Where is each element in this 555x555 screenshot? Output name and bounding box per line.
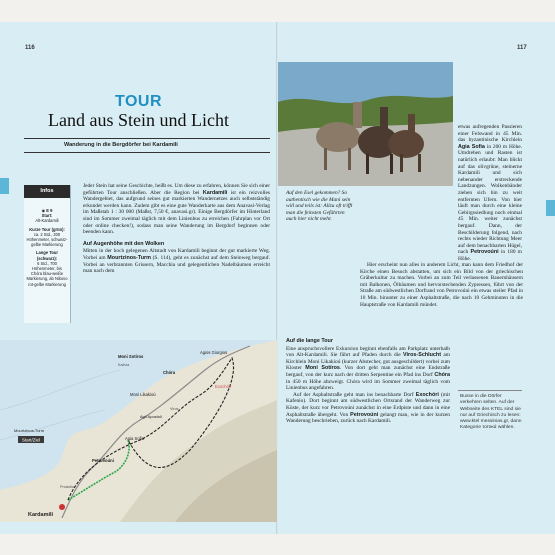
route-map — [0, 340, 277, 522]
map-label-exochori: Exochóri — [215, 384, 232, 389]
donkey-leg — [400, 154, 403, 172]
map-label-kardamili: Kardamili — [28, 512, 54, 518]
body-column-right-narrow — [458, 124, 522, 262]
paragraph-clouds — [83, 248, 270, 274]
donkey-leg — [324, 148, 327, 170]
map-label-moni-likakiou: Moni Likakioú — [130, 392, 156, 397]
body-column-left — [83, 183, 270, 275]
donkey-leg — [390, 154, 393, 174]
donkey-3 — [388, 130, 424, 158]
page-subtitle: Wanderung in die Bergdörfer bei Kardamili — [64, 142, 178, 148]
subtitle-rule-bottom — [24, 152, 270, 153]
place-chora: Chóra — [434, 371, 450, 378]
info-long-label: Lange Tour (schwarz): — [36, 250, 58, 261]
page-number-left: 116 — [25, 45, 35, 51]
info-box — [24, 185, 71, 323]
map-label-agioi-apostoloi: Agii Apostoli — [140, 414, 162, 419]
info-long-value: 6 Std., 700 Höhenmeter, bis Chóra blau-weiße Markierung, ab Nikovo rot-gelbe Markierung — [26, 260, 68, 287]
tour-kicker: TOUR — [114, 93, 163, 110]
place-kardamili: Kardamili — [202, 189, 228, 196]
text-run: etwas aufregenden Passieren einer Felswand in 45 Min. das byzantinische Kirchlein — [458, 124, 522, 144]
donkey-1-neck — [353, 102, 362, 128]
thumb-tab-right — [546, 200, 555, 216]
paragraph-exochori — [286, 392, 450, 425]
photo-caption: Auf den Esel gekommen? So authentisch wie die Mani sein will und teils ist: Allzu oft trifft man die feinsten Gefährten auch hier nicht mehr. — [286, 190, 353, 222]
map-label-moni-sotiros: Moni Sotíros — [118, 354, 144, 359]
subtitle-rule-top — [24, 138, 270, 139]
place-mourtzinos: Mourtzinos-Turm — [107, 254, 151, 261]
map-label-petrovouni: Petrovoúni — [92, 458, 114, 463]
page-title: Land aus Stein und Licht — [48, 110, 229, 130]
donkeys-photo — [278, 62, 453, 186]
info-box-header: Infos — [24, 185, 70, 198]
paragraph-intro — [83, 183, 270, 236]
page-number-right: 117 — [517, 45, 527, 51]
donkey-leg — [348, 148, 351, 170]
text-run: Jeder Stein hat seine Geschichte, heißt es. Um diese zu erfahren, können Sie sich einer geführten Tour anschließen. Aber die Region bei — [83, 183, 270, 196]
text-run: am Kirchlein Moni Likakioú (kurzer Abstecher, gut ausgeschildert) vorbei zum Kloster — [286, 352, 450, 372]
map-pin-icon: ◉ — [41, 208, 46, 213]
map-label-proastio: Proástio — [60, 485, 74, 489]
text-run: Auf der Asphaltstraße geht man ins benachbarte Dorf — [293, 391, 416, 398]
tip-rule — [458, 390, 522, 391]
place-moni-sotiros: Moni Sotíros — [305, 365, 340, 372]
paragraph-long-tour — [286, 346, 450, 392]
place-viros: Viros-Schlucht — [403, 352, 441, 359]
place-petrovouni: Petrovoúni — [470, 249, 499, 256]
text-run: Mitten in der hoch gelegenen Altstadt von Kardamili beginnt der gut markierte Weg. Vorbei am — [83, 248, 270, 261]
text-run: . Von dort geht man zunächst eine Endstraße bergauf, von der kurz nach der dritten Serpentine ein Pfad ins Dorf — [286, 365, 450, 378]
text-run: (S. 114), geht es zunächst auf dem Steinweg bergauf. Vorbei an verbrannten Grissern, Macchia und gelegentlichen Nadelbäumen erreicht man nach dem — [83, 254, 270, 275]
body-column-right-middle — [360, 262, 523, 308]
donkey-2-neck — [380, 107, 388, 135]
place-exochori: Exochóri — [415, 391, 439, 398]
paragraph-petrovouni: Hier erscheint nun alles in anderem Licht, man kann dem Friedhof der Kirche einen Besuch abstatten, um sich ein Bild von der griechischen Gräberkultur zu machen. Vorbei an zum Teil verlassenen Bauernhäusern mit Balkonen, Ölbäumen und hervorstechenden Zypressen, führt von der Straße am südwestlichen Dorfrand von Petrovoúni ein etwas steiler Pfad in 10 Min. hinunter zu einer Asphaltstraße, die nach 10 Gehminuten in die Hauptstraße von Kardamili mündet. — [360, 262, 523, 308]
body-column-right-bottom — [286, 338, 450, 425]
map-label-kalivia: Kalivia — [118, 363, 130, 367]
map-label-agios: Agios Giorgios — [200, 350, 228, 355]
donkey-3-neck — [408, 114, 415, 138]
map-label-viros: Viros — [170, 407, 179, 411]
map-label-start: Start/Ziel — [21, 437, 41, 443]
section-heading-clouds: Auf Augenhöhe mit den Wolken — [83, 240, 165, 247]
text-run: in 200 m Höhe. Umdrehen und Rasten ist natürlich erlaubt: Man blickt auf das olivgrüne, steinerne Kardamili und sich nebenander erstreckende Landzungen. Wolkenbänder ziehen sich hin zu weit entfernten Ufern. Von hier läuft man durch eine kleine Gebirgssiedlung noch einmal 45 Min. weiter zunächst bergauf. Dann, der Beschilderung folgend, nach rechts wieder Richtung Meer auf dem benachbarten Hügel, nach — [458, 143, 523, 256]
text-run: (mit Kafenio). Dort beginnt am südwestlichen Ortsrand der Wanderweg zur Küste, der kurz vor Petrovoúni zunächst in eine Erdpiste und dann in eine Asphaltstraße übergeht. Von — [286, 391, 450, 418]
map-label-agia-sofia: Agia Sofia — [125, 436, 145, 441]
map-label-mourtzinos: Mourtzinos-Turm — [14, 428, 45, 433]
text-run: in 450 m Höhe abzweigt. Chóra wird im Sommer zweimal täglich vom Linienbus angefahren. — [286, 378, 450, 392]
place-agia-sofia: Agia Sofia — [458, 143, 485, 150]
info-start-label: Start: — [41, 213, 53, 219]
thumb-tab-left — [0, 178, 9, 194]
info-start-value: Alt-Kardamili — [35, 218, 59, 224]
info-short-label: Kurze Tour (grün): — [29, 226, 65, 232]
text-run: in 180 m Höhe. — [458, 249, 523, 262]
info-map-ref-value: E 9 — [46, 208, 53, 213]
info-short-value: ca. 2 Std., 200 Höhenmeter, schwarz-gelbe Markierung — [26, 231, 68, 248]
donkey-leg — [418, 154, 421, 172]
text-run: ist ein reizvolles Wandergebiet, das aufgrund seines gut markierten Wandernetzes auch selbstständig erkundet werden kann. Zudem gibt es eine gute Wanderkarte aus dem Anavasi-Verlag im Maßstab 1 : 30 000 (Maßst, 7,50 €, anavasi.gr). Einige Bergdörfer im Hinterland sind im Sommer zweimal täglich mit dem Linienbus zu erreichen (Fahrplan vor Ort oder online checken!), sodass man seine Wanderung im Bergdorf beginnen oder beenden kann. — [83, 189, 270, 236]
bus-tip: Busse in die Dörfer verkehren selten. Auf der Webseite des KTEL sind sie nur auf Griechisch zu lesen: www.ktel messinias.gr, dann Kategorie τοπικά wählen. — [460, 394, 522, 431]
place-petrovouni: Petrovoúni — [350, 411, 379, 418]
text-run: Eine anspruchsvollere Exkursion beginnt ebenfalls am Parkplatz unterhalb von Alt-Kardamili. Sie führt auf Pfaden durch die — [286, 345, 450, 359]
section-heading-long-tour: Auf die lange Tour — [286, 338, 333, 344]
paragraph-agia-sofia — [458, 124, 522, 262]
map-label-chora: Chóra — [163, 370, 176, 375]
donkey-leg — [366, 154, 369, 174]
text-run: gelangt man, wie in der kurzen Wanderung beschrieben, zurück nach Kardamili. — [286, 411, 450, 425]
start-marker-icon — [59, 504, 65, 510]
